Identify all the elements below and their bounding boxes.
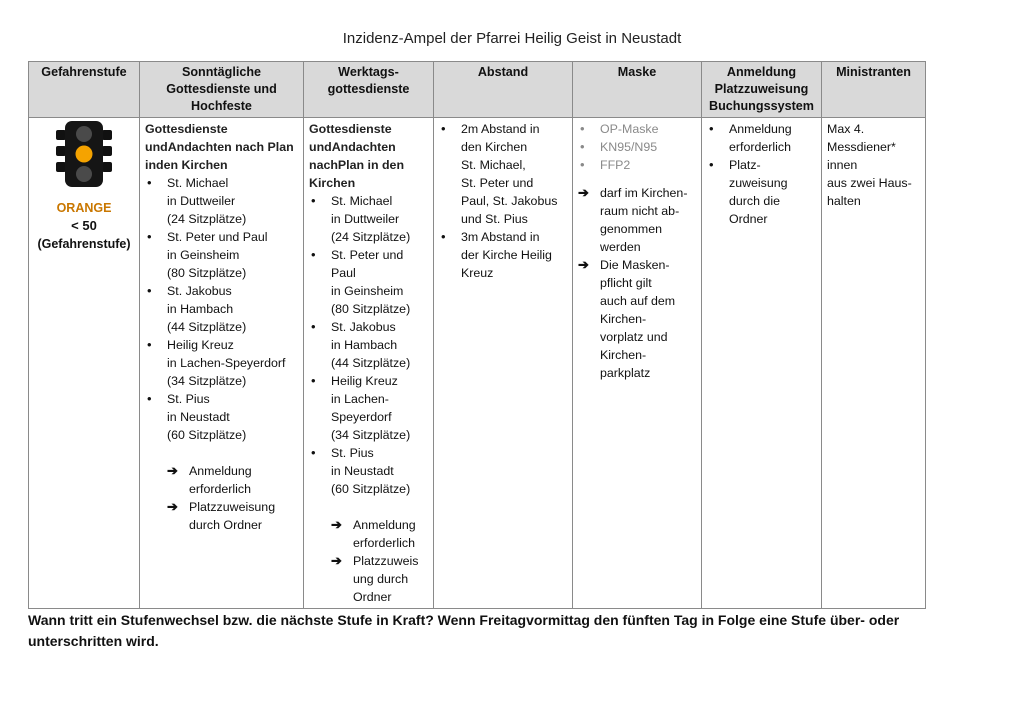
header-line: Abstand bbox=[477, 65, 529, 79]
weekday-notes-list bbox=[309, 516, 428, 606]
list-item bbox=[578, 256, 696, 382]
incidence-table bbox=[28, 61, 926, 609]
text-line: (60 Sitzplätze) bbox=[167, 428, 247, 442]
altar-servers-line: aus zwei Haus- bbox=[827, 176, 912, 190]
text-line: und St. Pius bbox=[461, 212, 528, 226]
text-line: in Duttweiler bbox=[167, 194, 236, 208]
text-line: erforderlich bbox=[189, 482, 251, 496]
church-item bbox=[145, 174, 298, 228]
text-line: Paul bbox=[331, 266, 356, 280]
text-line: • Heilig Kreuz bbox=[331, 374, 398, 388]
header-gefahrenstufe bbox=[29, 62, 140, 118]
text-line: Anmeldung bbox=[189, 464, 252, 478]
header-line: Werktags- bbox=[338, 65, 399, 79]
header-weekday-services bbox=[304, 62, 434, 118]
registration-cell bbox=[702, 118, 822, 609]
text-line: in Neustadt bbox=[331, 464, 394, 478]
altar-servers-line: Messdiener* bbox=[827, 140, 896, 154]
header-line: Hochfeste bbox=[191, 99, 252, 113]
intro-line: Gottesdienste und bbox=[309, 122, 392, 154]
mask-type-item: • FFP2 bbox=[578, 156, 696, 174]
header-line: Maske bbox=[617, 65, 657, 79]
text-line: • St. Jakobus bbox=[331, 320, 396, 334]
text-line: Platzzuweis bbox=[353, 554, 419, 568]
text-line: Kreuz bbox=[461, 266, 494, 280]
text-line: (34 Sitzplätze) bbox=[331, 428, 411, 442]
header-line: Gefahrenstufe bbox=[41, 65, 127, 79]
text-line: zuweisung bbox=[729, 176, 788, 190]
text-line: parkplatz bbox=[600, 366, 651, 380]
text-line: vorplatz und bbox=[600, 330, 668, 344]
text-line: in Neustadt bbox=[167, 410, 230, 424]
text-line: Ordner bbox=[729, 212, 768, 226]
sunday-notes-list bbox=[145, 462, 298, 534]
text-line: durch Ordner bbox=[189, 518, 263, 532]
intro-line: Andachten nach bbox=[309, 140, 396, 172]
text-line: Platzzuweisung bbox=[189, 500, 276, 514]
church-item bbox=[309, 318, 428, 372]
text-line: • St. Pius bbox=[167, 392, 210, 406]
arrow-right-icon: ➔ bbox=[167, 463, 178, 478]
header-line: Buchungssystem bbox=[709, 99, 814, 113]
intro-line: Gottesdienste und bbox=[145, 122, 228, 154]
text-line: Kirchen- bbox=[600, 312, 647, 326]
header-line: Sonntägliche bbox=[181, 65, 262, 79]
text-line: • Platz- bbox=[729, 158, 761, 172]
table-row bbox=[29, 118, 926, 609]
text-line: raum nicht ab- bbox=[600, 204, 680, 218]
text-line: • Anmeldung bbox=[729, 122, 792, 136]
header-line: Gottesdienste und bbox=[166, 82, 277, 96]
level-cell bbox=[29, 118, 140, 609]
header-registration bbox=[702, 62, 822, 118]
text-line: in Hambach bbox=[331, 338, 398, 352]
church-item bbox=[145, 228, 298, 282]
text-line: • 3m Abstand in bbox=[461, 230, 540, 244]
text-line: Paul, St. Jakobus bbox=[461, 194, 558, 208]
sunday-church-list bbox=[145, 174, 298, 444]
text-line: erforderlich bbox=[729, 140, 791, 154]
text-line: • 2m Abstand in bbox=[461, 122, 540, 136]
header-line: Platzzuweisung bbox=[714, 82, 809, 96]
arrow-right-icon: ➔ bbox=[167, 499, 178, 514]
text-line: darf im Kirchen- bbox=[600, 186, 688, 200]
header-line: gottesdienste bbox=[327, 82, 410, 96]
church-item bbox=[309, 192, 428, 246]
stage-change-note: Wann tritt ein Stufenwechsel bzw. die nächste Stufe in Kraft? Wenn Freitagvormittag den fünften Tag in Folge eine Stufe über- oder unterschritten wird. bbox=[28, 612, 900, 649]
text-line: Kirchen- bbox=[600, 348, 647, 362]
list-item bbox=[309, 516, 428, 552]
arrow-right-icon: ➔ bbox=[331, 517, 342, 532]
text-line: in Hambach bbox=[167, 302, 234, 316]
church-item bbox=[309, 372, 428, 444]
text-line: (80 Sitzplätze) bbox=[167, 266, 247, 280]
sunday-intro bbox=[145, 120, 298, 174]
table-header-row bbox=[29, 62, 926, 118]
header-altar-servers bbox=[822, 62, 926, 118]
text-line: • Heilig Kreuz bbox=[167, 338, 234, 352]
text-line: in Lachen- bbox=[331, 392, 389, 406]
arrow-right-icon: ➔ bbox=[331, 553, 342, 568]
distance-item bbox=[439, 228, 567, 282]
text-line: (80 Sitzplätze) bbox=[331, 302, 411, 316]
intro-line: den Kirchen bbox=[156, 158, 228, 172]
traffic-light-icon bbox=[54, 120, 114, 190]
church-item bbox=[145, 282, 298, 336]
text-line: • St. Pius bbox=[331, 446, 374, 460]
text-line: Speyerdorf bbox=[331, 410, 392, 424]
registration-list bbox=[707, 120, 816, 228]
text-line: Ordner bbox=[353, 590, 392, 604]
mask-rule-list bbox=[578, 184, 696, 382]
text-line: der Kirche Heilig bbox=[461, 248, 552, 262]
text-line: in Geinsheim bbox=[331, 284, 404, 298]
church-item bbox=[145, 336, 298, 390]
text-line: Die Masken- bbox=[600, 258, 670, 272]
text-line: • St. Michael bbox=[167, 176, 229, 190]
altar-servers-cell bbox=[822, 118, 926, 609]
text-line: St. Michael, bbox=[461, 158, 526, 172]
mask-type-item: • KN95/N95 bbox=[578, 138, 696, 156]
text-line: (24 Sitzplätze) bbox=[167, 212, 247, 226]
text-line: • St. Jakobus bbox=[167, 284, 232, 298]
level-range: < 50 bbox=[71, 218, 97, 233]
altar-servers-line: innen bbox=[827, 158, 858, 172]
church-item bbox=[145, 390, 298, 444]
altar-servers-line: Max 4. bbox=[827, 122, 865, 136]
registration-item bbox=[707, 120, 816, 156]
text-line: auch auf dem bbox=[600, 294, 676, 308]
weekday-services-cell bbox=[304, 118, 434, 609]
list-item bbox=[578, 184, 696, 256]
distance-item bbox=[439, 120, 567, 228]
arrow-right-icon: ➔ bbox=[578, 185, 589, 200]
arrow-right-icon: ➔ bbox=[578, 257, 589, 272]
intro-line: Andachten nach Plan in bbox=[145, 140, 294, 172]
text-line: Anmeldung bbox=[353, 518, 416, 532]
page-title: Inzidenz-Ampel der Pfarrei Heilig Geist in Neustadt bbox=[342, 30, 682, 47]
distance-list bbox=[439, 120, 567, 282]
weekday-church-list bbox=[309, 192, 428, 498]
text-line: in Duttweiler bbox=[331, 212, 400, 226]
header-line: Ministranten bbox=[836, 65, 911, 79]
level-label: (Gefahrenstufe) bbox=[37, 237, 131, 251]
sunday-services-cell bbox=[140, 118, 304, 609]
header-distance bbox=[434, 62, 573, 118]
distance-cell bbox=[434, 118, 573, 609]
text-line: • St. Peter und Paul bbox=[167, 230, 268, 244]
weekday-intro bbox=[309, 120, 428, 192]
text-line: (34 Sitzplätze) bbox=[167, 374, 247, 388]
list-item bbox=[145, 498, 298, 534]
text-line: • St. Michael bbox=[331, 194, 393, 208]
registration-item bbox=[707, 156, 816, 228]
mask-type-item: • OP-Maske bbox=[578, 120, 696, 138]
intro-line: Plan in den Kirchen bbox=[309, 158, 405, 190]
mask-cell bbox=[573, 118, 702, 609]
text-line: (24 Sitzplätze) bbox=[331, 230, 411, 244]
text-line: erforderlich bbox=[353, 536, 415, 550]
text-line: genommen bbox=[600, 222, 662, 236]
header-mask bbox=[573, 62, 702, 118]
text-line: in Lachen-Speyerdorf bbox=[167, 356, 286, 370]
list-item bbox=[309, 552, 428, 606]
text-line: pflicht gilt bbox=[600, 276, 652, 290]
header-line: Anmeldung bbox=[726, 65, 797, 79]
text-line: in Geinsheim bbox=[167, 248, 240, 262]
text-line: durch die bbox=[729, 194, 780, 208]
text-line: werden bbox=[600, 240, 641, 254]
text-line: den Kirchen bbox=[461, 140, 528, 154]
level-color-name: ORANGE bbox=[56, 201, 112, 215]
text-line: ung durch bbox=[353, 572, 409, 586]
church-item bbox=[309, 246, 428, 318]
church-item bbox=[309, 444, 428, 498]
text-line: St. Peter und bbox=[461, 176, 534, 190]
text-line: (44 Sitzplätze) bbox=[331, 356, 411, 370]
altar-servers-line: halten bbox=[827, 194, 861, 208]
text-line: (44 Sitzplätze) bbox=[167, 320, 247, 334]
text-line: • St. Peter und bbox=[331, 248, 404, 262]
mask-type-list bbox=[578, 120, 696, 174]
list-item bbox=[145, 462, 298, 498]
header-sunday-services bbox=[140, 62, 304, 118]
text-line: (60 Sitzplätze) bbox=[331, 482, 411, 496]
